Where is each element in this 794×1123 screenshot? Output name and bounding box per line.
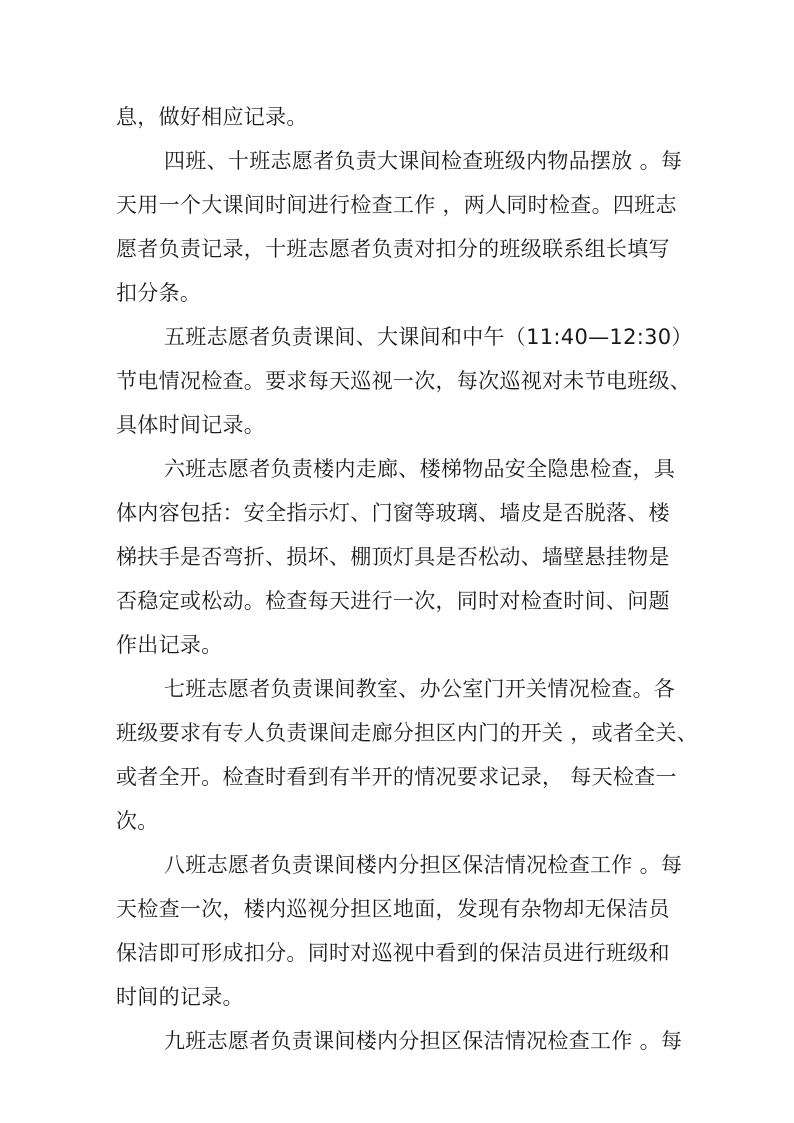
text-line: 具体时间记录。	[116, 413, 266, 437]
paragraph-first-line: 九班志愿者负责课间楼内分担区保洁情况检查工作 。每	[164, 1029, 683, 1053]
paragraph-first-line: 六班志愿者负责楼内走廊、楼梯物品安全隐患检查，具	[164, 457, 676, 481]
paragraph-first-line: 七班志愿者负责课间教室、办公室门开关情况检查。各	[164, 677, 676, 701]
text-line: 体内容包括：安全指示灯、门窗等玻璃、墙皮是否脱落、楼	[116, 501, 670, 525]
text-line: 扣分条。	[116, 281, 202, 305]
text-line: 否稳定或松动。检查每天进行一次，同时对检查时间、问题	[116, 589, 670, 613]
text-line: 天检查一次，楼内巡视分担区地面，发现有杂物却无保洁员	[116, 897, 670, 921]
paragraph-first-line: 四班、十班志愿者负责大课间检查班级内物品摆放 。每	[164, 149, 683, 173]
text-line: 时间的记录。	[116, 985, 244, 1009]
text-line: 天用一个大课间时间进行检查工作 ，两人同时检查。四班志	[116, 193, 677, 217]
text-line: 节电情况检查。要求每天巡视一次，每次巡视对未节电班级、	[116, 369, 692, 393]
text-line: 愿者负责记录，十班志愿者负责对扣分的班级联系组长填写	[116, 237, 670, 261]
text-line: 作出记录。	[116, 633, 223, 657]
text-line: 梯扶手是否弯折、损坏、棚顶灯具是否松动、墙壁悬挂物是	[116, 545, 670, 569]
text-line: 次。	[116, 809, 159, 833]
paragraph-first-line: 五班志愿者负责课间、大课间和中午（11:40—12:30）	[164, 325, 693, 349]
text-line: 保洁即可形成扣分。同时对巡视中看到的保洁员进行班级和	[116, 941, 670, 965]
text-line: 息，做好相应记录。	[116, 105, 308, 129]
text-line: 班级要求有专人负责课间走廊分担区内门的开关 ，或者全关、	[116, 721, 699, 745]
paragraph-first-line: 八班志愿者负责课间楼内分担区保洁情况检查工作 。每	[164, 853, 683, 877]
text-line: 或者全开。检查时看到有半开的情况要求记录， 每天检查一	[116, 765, 677, 789]
